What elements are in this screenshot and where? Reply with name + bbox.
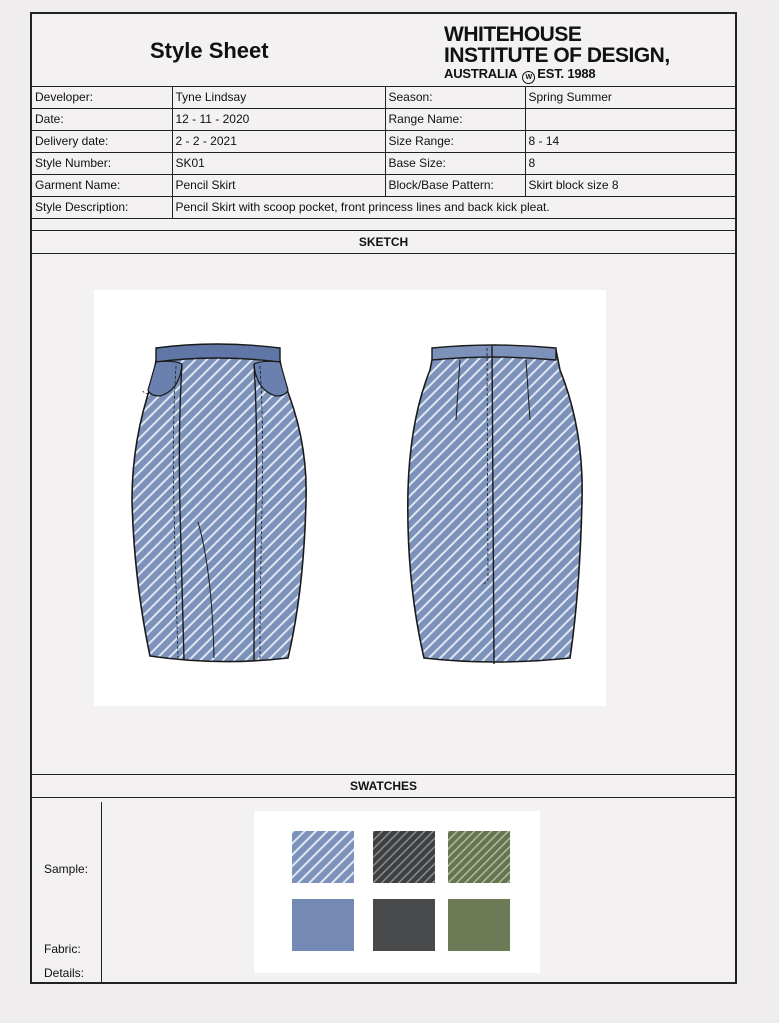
swatch-blue-print — [292, 831, 354, 883]
garment-name-label: Garment Name: — [32, 174, 172, 196]
swatch-panel — [254, 811, 540, 973]
page-title: Style Sheet — [150, 38, 269, 63]
size-range-value: 8 - 14 — [525, 130, 735, 152]
block-pattern-value: Skirt block size 8 — [525, 174, 735, 196]
details-label: Details: — [44, 966, 85, 980]
swatch-olive-print — [448, 831, 510, 883]
style-sheet — [30, 12, 737, 984]
style-info-table — [32, 86, 735, 219]
sketch-panel — [94, 290, 606, 706]
sketch-header: SKETCH — [32, 230, 735, 254]
table-row — [32, 86, 735, 108]
swatch-olive-solid — [448, 899, 510, 951]
date-value: 12 - 11 - 2020 — [172, 108, 385, 130]
delivery-date-label: Delivery date: — [32, 130, 172, 152]
brand-line-1: WHITEHOUSE — [444, 23, 582, 46]
style-description-value: Pencil Skirt with scoop pocket, front princess lines and back kick pleat. — [172, 196, 735, 218]
swatch-charcoal-print — [373, 831, 435, 883]
season-label: Season: — [385, 86, 525, 108]
developer-label: Developer: — [32, 86, 172, 108]
swatches-header: SWATCHES — [32, 774, 735, 798]
brand-country: AUSTRALIA — [444, 66, 517, 81]
table-row — [32, 152, 735, 174]
developer-value: Tyne Lindsay — [172, 86, 385, 108]
size-range-label: Size Range: — [385, 130, 525, 152]
skirt-front-sketch — [94, 290, 606, 706]
fabric-label: Fabric: — [44, 942, 81, 956]
base-size-label: Base Size: — [385, 152, 525, 174]
range-name-label: Range Name: — [385, 108, 525, 130]
base-size-value: 8 — [525, 152, 735, 174]
table-row — [32, 196, 735, 218]
block-pattern-label: Block/Base Pattern: — [385, 174, 525, 196]
brand-established: EST. 1988 — [537, 66, 596, 81]
brand-line-3 — [444, 67, 670, 84]
date-label: Date: — [32, 108, 172, 130]
season-value: Spring Summer — [525, 86, 735, 108]
range-name-value — [525, 108, 735, 130]
table-row — [32, 108, 735, 130]
style-number-label: Style Number: — [32, 152, 172, 174]
style-description-label: Style Description: — [32, 196, 172, 218]
table-row — [32, 174, 735, 196]
brand-logo — [444, 24, 670, 84]
swatch-charcoal-solid — [373, 899, 435, 951]
garment-name-value: Pencil Skirt — [172, 174, 385, 196]
sample-label: Sample: — [44, 862, 89, 876]
seal-icon: W — [522, 71, 535, 84]
swatch-blue-solid — [292, 899, 354, 951]
delivery-date-value: 2 - 2 - 2021 — [172, 130, 385, 152]
table-row — [32, 130, 735, 152]
sheet-header — [32, 14, 735, 87]
style-number-value: SK01 — [172, 152, 385, 174]
swatch-labels — [32, 802, 102, 984]
brand-line-2: INSTITUTE OF DESIGN, — [444, 44, 670, 67]
